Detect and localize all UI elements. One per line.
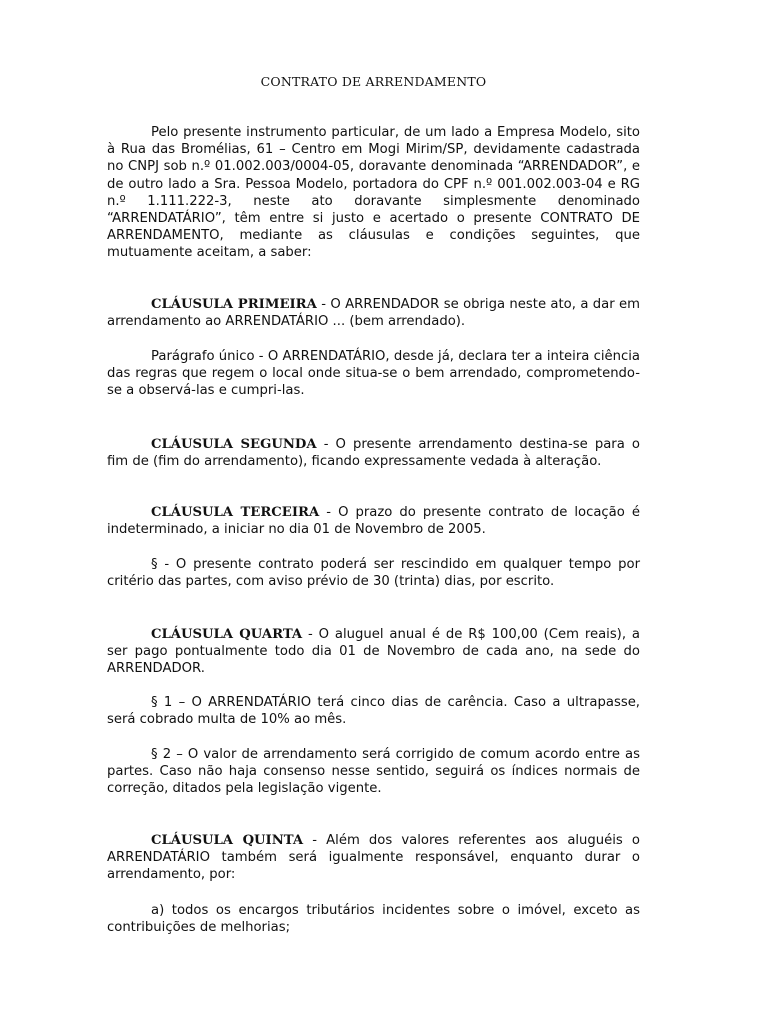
clause-3-heading: CLÁUSULA TERCEIRA [151, 505, 320, 520]
clause-3-section: § - O presente contrato poderá ser rescindido em qualquer tempo por critério das partes, com aviso prévio de 30 (trinta) dias, por escrito. [107, 557, 640, 590]
clause-4-text: - O aluguel anual é de R$ 100,00 (Cem reais), a ser pago pontualmente todo dia 01 de Novembro de cada ano, na sede do ARRENDADOR. [107, 627, 640, 677]
clause-1-heading: CLÁUSULA PRIMEIRA [151, 297, 317, 312]
clause-4-section-2: § 2 – O valor de arrendamento será corrigido de comum acordo entre as partes. Caso não haja consenso nesse sentido, seguirá os índices normais de correção, ditados pela legislação vigente. [107, 747, 640, 797]
clause-5-item-a: a) todos os encargos tributários incidentes sobre o imóvel, exceto as contribuições de melhorias; [107, 903, 640, 936]
clause-5-paragraph [107, 832, 640, 884]
clause-1-paragraph [107, 296, 640, 330]
clause-5-heading: CLÁUSULA QUINTA [151, 833, 304, 848]
clause-4-paragraph [107, 626, 640, 678]
document-title: CONTRATO DE ARRENDAMENTO [260, 74, 487, 89]
clause-2-text: - O presente arrendamento destina-se para o fim de (fim do arrendamento), ficando expressamente vedada à alteração. [107, 437, 640, 470]
clause-5-text: - Além dos valores referentes aos aluguéis o ARRENDATÁRIO também será igualmente responsável, enquanto durar o arrendamento, por: [107, 833, 641, 883]
clause-3-paragraph [107, 504, 640, 538]
clause-1-text: - O ARRENDADOR se obriga neste ato, a dar em arrendamento ao ARRENDATÁRIO ... (bem arrendado). [107, 297, 640, 330]
clause-2-heading: CLÁUSULA SEGUNDA [151, 437, 317, 452]
clause-4-section-1: § 1 – O ARRENDATÁRIO terá cinco dias de carência. Caso a ultrapasse, será cobrado multa de 10% ao mês. [107, 695, 640, 728]
intro-paragraph: Pelo presente instrumento particular, de um lado a Empresa Modelo, sito à Rua das Bromélias, 61 – Centro em Mogi Mirim/SP, devidamente cadastrada no CNPJ sob n.º 01.002.003/0004-05, doravante denominada “ARRENDADOR”, e de outro lado a Sra. Pessoa Modelo, portadora do CPF n.º 001.002.003-04 e RG n.º 1.111.222-3, neste ato doravante simplesmente denominado “ARRENDATÁRIO”, têm entre si justo e acertado o presente CONTRATO DE ARRENDAMENTO, mediante as cláusulas e condições seguintes, que mutuamente aceitam, a saber: [107, 125, 640, 261]
clause-3-text: - O prazo do presente contrato de locação é indeterminado, a iniciar no dia 01 de Novembro de 2005. [107, 505, 640, 538]
clause-1-sole-paragraph: Parágrafo único - O ARRENDATÁRIO, desde já, declara ter a inteira ciência das regras que regem o local onde situa-se o bem arrendado, comprometendo-se a observá-las e cumpri-las. [107, 349, 640, 399]
clause-4-heading: CLÁUSULA QUARTA [151, 627, 303, 642]
clause-2-paragraph [107, 436, 640, 470]
